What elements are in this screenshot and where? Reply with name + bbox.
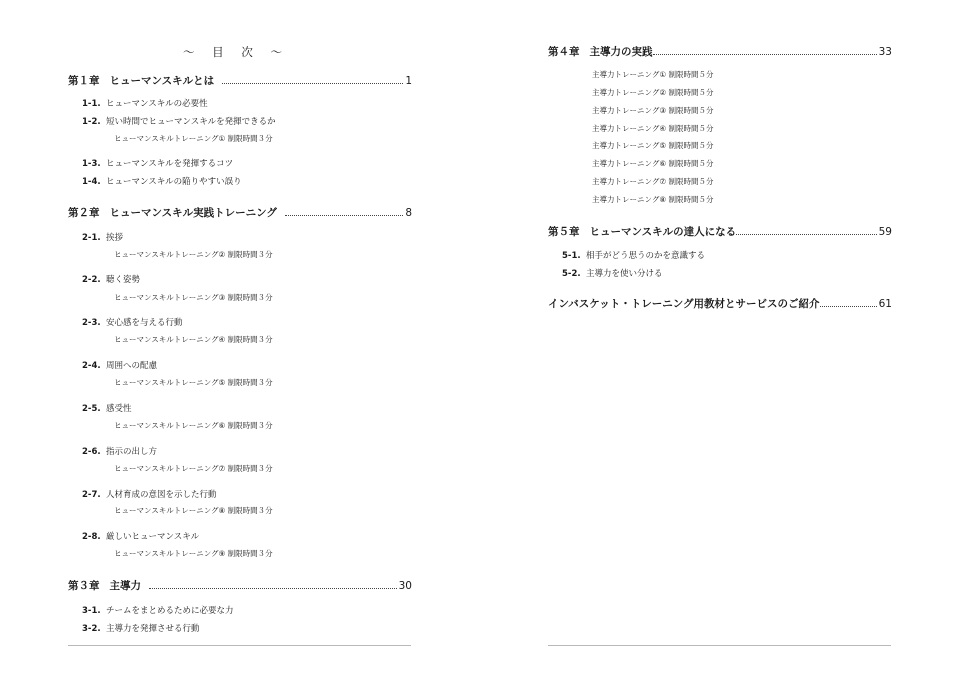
toc-section-5-2[interactable]	[562, 267, 892, 279]
toc-training-1[interactable]: ヒューマンスキルトレーニング① 制限時間３分	[114, 134, 273, 143]
toc-chapter-3[interactable]	[68, 578, 412, 593]
toc-training-leadership-5[interactable]: 主導力トレーニング⑤ 制限時間５分	[592, 141, 714, 150]
chapter-title: ヒューマンスキルの達人になる	[589, 226, 737, 238]
section-title: 安心感を与える行動	[106, 318, 183, 328]
toc-section-3-2[interactable]	[82, 622, 412, 634]
toc-section-2-1[interactable]	[82, 231, 412, 243]
toc-section-1-2[interactable]	[82, 115, 412, 127]
toc-section-2-6[interactable]	[82, 445, 412, 457]
section-title: チームをまとめるために必要な力	[106, 606, 234, 616]
page-number: 1	[405, 75, 412, 87]
page-footer-rule	[68, 645, 411, 646]
toc-chapter-2[interactable]	[68, 205, 412, 220]
toc-title: 〜 目 次 〜	[183, 45, 289, 59]
dot-leader	[285, 214, 403, 216]
section-number: 1-1.	[82, 99, 101, 109]
toc-training-leadership-6[interactable]: 主導力トレーニング⑥ 制限時間５分	[592, 159, 714, 168]
toc-appendix[interactable]	[548, 296, 892, 311]
toc-training-leadership-3[interactable]: 主導力トレーニング③ 制限時間５分	[592, 106, 714, 115]
toc-section-3-1[interactable]	[82, 604, 412, 616]
toc-left-page	[68, 0, 412, 680]
dot-leader	[149, 587, 397, 589]
toc-training-8[interactable]: ヒューマンスキルトレーニング⑧ 制限時間３分	[114, 506, 273, 515]
section-title: ヒューマンスキルを発揮するコツ	[106, 159, 234, 169]
dot-leader	[736, 233, 877, 235]
dot-leader	[820, 305, 877, 307]
chapter-number: 第５章	[548, 226, 580, 238]
section-title: ヒューマンスキルの陥りやすい誤り	[106, 177, 242, 187]
section-title: 感受性	[106, 404, 132, 414]
section-number: 5-1.	[562, 251, 581, 261]
toc-section-2-2[interactable]	[82, 273, 412, 285]
toc-training-9[interactable]: ヒューマンスキルトレーニング⑨ 制限時間３分	[114, 549, 273, 558]
toc-right-page	[548, 0, 892, 680]
section-number: 1-4.	[82, 177, 101, 187]
toc-training-leadership-2[interactable]: 主導力トレーニング② 制限時間５分	[592, 88, 714, 97]
toc-training-leadership-4[interactable]: 主導力トレーニング④ 制限時間５分	[592, 124, 714, 133]
section-number: 5-2.	[562, 269, 581, 279]
section-title: 厳しいヒューマンスキル	[106, 532, 200, 542]
section-number: 3-1.	[82, 606, 101, 616]
toc-section-1-4[interactable]	[82, 175, 412, 187]
section-number: 3-2.	[82, 624, 101, 634]
toc-training-leadership-8[interactable]: 主導力トレーニング⑧ 制限時間５分	[592, 195, 714, 204]
section-title: 指示の出し方	[106, 447, 158, 457]
toc-chapter-1[interactable]	[68, 73, 412, 88]
chapter-title: 主導力	[109, 580, 141, 592]
toc-training-7[interactable]: ヒューマンスキルトレーニング⑦ 制限時間３分	[114, 464, 273, 473]
section-title: 聴く姿勢	[106, 275, 141, 285]
toc-section-1-1[interactable]	[82, 97, 412, 109]
section-number: 2-6.	[82, 447, 101, 457]
toc-section-2-4[interactable]	[82, 359, 412, 371]
appendix-title: インバスケット・トレーニング用教材とサービスのご紹介	[548, 298, 820, 310]
page-number: 59	[878, 226, 892, 238]
section-number: 2-1.	[82, 233, 101, 243]
toc-training-6[interactable]: ヒューマンスキルトレーニング⑥ 制限時間３分	[114, 421, 273, 430]
section-number: 2-4.	[82, 361, 101, 371]
chapter-number: 第３章	[68, 580, 100, 592]
toc-section-2-7[interactable]	[82, 488, 412, 500]
toc-chapter-5[interactable]	[548, 224, 892, 239]
toc-training-leadership-1[interactable]: 主導力トレーニング① 制限時間５分	[592, 70, 714, 79]
toc-section-2-5[interactable]	[82, 402, 412, 414]
page-number: 61	[878, 298, 892, 310]
toc-training-4[interactable]: ヒューマンスキルトレーニング④ 制限時間３分	[114, 335, 273, 344]
section-title: 主導力を発揮させる行動	[106, 624, 200, 634]
section-title: 相手がどう思うのかを意識する	[586, 251, 706, 261]
section-title: 挨拶	[106, 233, 124, 243]
page-number: 30	[398, 580, 412, 592]
section-title: 短い時間でヒューマンスキルを発揮できるか	[106, 117, 276, 127]
toc-training-leadership-7[interactable]: 主導力トレーニング⑦ 制限時間５分	[592, 177, 714, 186]
toc-section-1-3[interactable]	[82, 157, 412, 169]
chapter-title: 主導力の実践	[589, 46, 653, 58]
toc-section-2-3[interactable]	[82, 316, 412, 328]
page-number: 8	[405, 207, 412, 219]
section-number: 2-8.	[82, 532, 101, 542]
page-footer-rule	[548, 645, 891, 646]
section-title: ヒューマンスキルの必要性	[106, 99, 208, 109]
section-number: 2-2.	[82, 275, 101, 285]
section-title: 人材育成の意図を示した行動	[106, 490, 217, 500]
section-title: 主導力を使い分ける	[586, 269, 663, 279]
chapter-number: 第２章	[68, 207, 100, 219]
dot-leader	[653, 53, 877, 55]
chapter-number: 第１章	[68, 75, 100, 87]
dot-leader	[222, 82, 403, 84]
toc-section-5-1[interactable]	[562, 249, 892, 261]
page-number: 33	[878, 46, 892, 58]
section-number: 1-3.	[82, 159, 101, 169]
chapter-number: 第４章	[548, 46, 580, 58]
toc-training-5[interactable]: ヒューマンスキルトレーニング⑤ 制限時間３分	[114, 378, 273, 387]
section-number: 1-2.	[82, 117, 101, 127]
toc-chapter-4[interactable]	[548, 44, 892, 59]
chapter-title: ヒューマンスキルとは	[109, 75, 215, 87]
toc-training-2[interactable]: ヒューマンスキルトレーニング② 制限時間３分	[114, 250, 273, 259]
section-title: 周囲への配慮	[106, 361, 158, 371]
toc-training-3[interactable]: ヒューマンスキルトレーニング③ 制限時間３分	[114, 293, 273, 302]
chapter-title: ヒューマンスキル実践トレーニング	[109, 207, 277, 219]
section-number: 2-5.	[82, 404, 101, 414]
section-number: 2-3.	[82, 318, 101, 328]
section-number: 2-7.	[82, 490, 101, 500]
toc-section-2-8[interactable]	[82, 530, 412, 542]
